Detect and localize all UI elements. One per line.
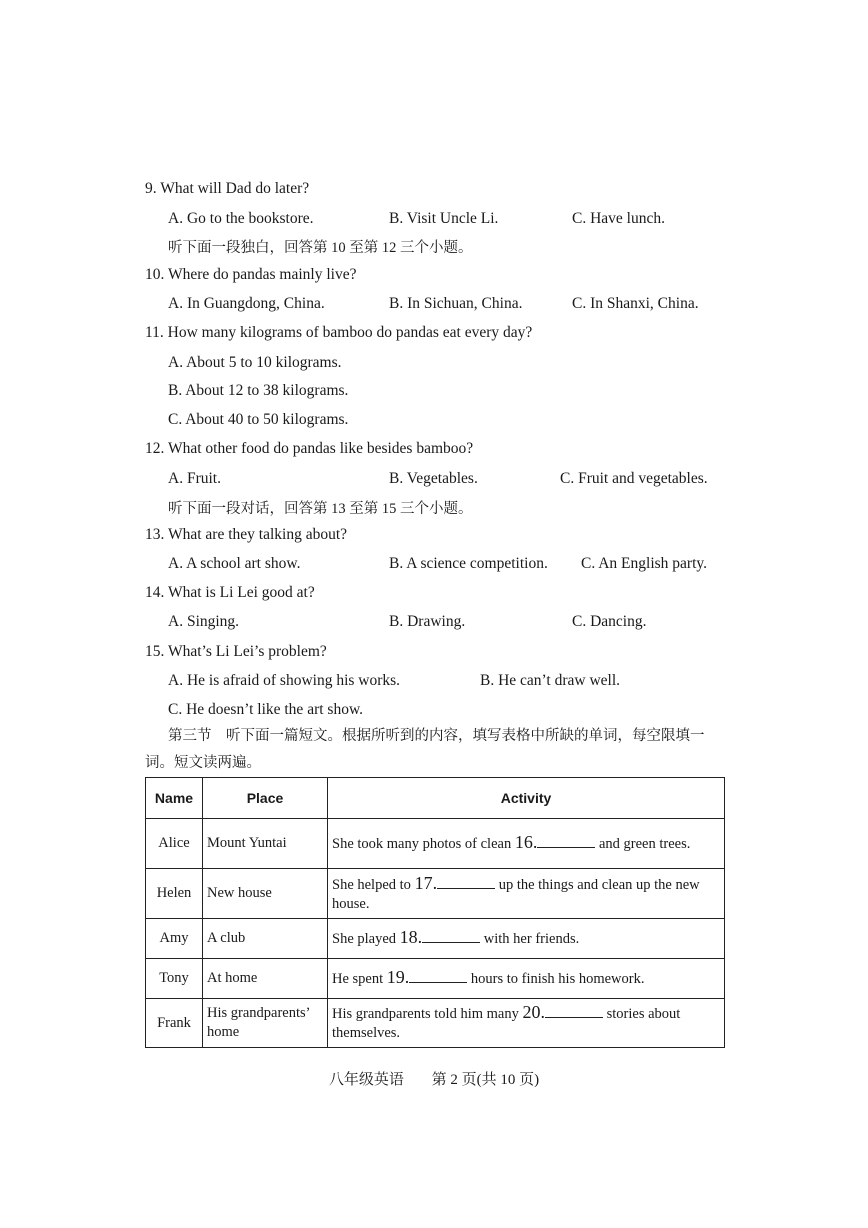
cell-name: Helen bbox=[146, 869, 203, 919]
cell-name: Tony bbox=[146, 959, 203, 999]
table-row bbox=[146, 919, 725, 959]
cell-place: His grandparents’ home bbox=[203, 999, 328, 1048]
footer-subject: 八年级英语 bbox=[328, 1072, 404, 1088]
table-header-row bbox=[146, 778, 725, 819]
option-b: B. About 12 to 38 kilograms. bbox=[168, 382, 349, 399]
activity-text: He spent bbox=[332, 971, 387, 987]
blank-number: 19. bbox=[386, 967, 410, 987]
cell-place: Mount Yuntai bbox=[203, 819, 328, 869]
answer-blank[interactable] bbox=[537, 833, 595, 848]
table-row bbox=[146, 999, 725, 1048]
header-place: Place bbox=[203, 778, 328, 819]
option-a: A. A school art show. bbox=[168, 555, 301, 572]
options-14 bbox=[168, 613, 768, 635]
instruction-dialogue: 听下面一段对话，回答第 13 至第 15 三个小题。 bbox=[168, 501, 473, 517]
option-c: C. Dancing. bbox=[572, 613, 647, 630]
instruction-monologue: 听下面一段独白，回答第 10 至第 12 三个小题。 bbox=[168, 240, 473, 256]
options-9 bbox=[168, 210, 768, 232]
option-b: B. In Sichuan, China. bbox=[389, 295, 523, 312]
activity-text: up the things and clean up the new house. bbox=[332, 876, 700, 912]
cell-activity bbox=[328, 919, 725, 959]
activity-text: She took many photos of clean bbox=[332, 836, 515, 852]
option-a: A. About 5 to 10 kilograms. bbox=[168, 354, 342, 371]
option-c: C. In Shanxi, China. bbox=[572, 295, 699, 312]
answer-blank[interactable] bbox=[409, 968, 467, 983]
option-a: A. He is afraid of showing his works. bbox=[168, 672, 401, 689]
answer-blank[interactable] bbox=[422, 928, 480, 943]
option-b: B. A science competition. bbox=[389, 555, 548, 572]
option-a: A. In Guangdong, China. bbox=[168, 295, 325, 312]
cell-activity bbox=[328, 819, 725, 869]
activity-text: with her friends. bbox=[480, 931, 580, 947]
question-15: 15. What’s Li Lei’s problem? bbox=[145, 643, 327, 660]
cell-name: Amy bbox=[146, 919, 203, 959]
blank-number: 18. bbox=[399, 927, 423, 947]
question-12: 12. What other food do pandas like besides bamboo? bbox=[145, 440, 474, 457]
fill-in-table bbox=[145, 777, 725, 1048]
table-row bbox=[146, 819, 725, 869]
cell-name: Frank bbox=[146, 999, 203, 1048]
option-b: B. He can’t draw well. bbox=[480, 672, 621, 689]
option-a: A. Fruit. bbox=[168, 470, 221, 487]
option-c: C. He doesn’t like the art show. bbox=[168, 701, 364, 718]
activity-text: She helped to bbox=[332, 876, 415, 893]
cell-place: A club bbox=[203, 919, 328, 959]
options-10 bbox=[168, 295, 768, 317]
blank-number: 17. bbox=[414, 872, 438, 893]
header-name: Name bbox=[146, 778, 203, 819]
cell-place: New house bbox=[203, 869, 328, 919]
table-row bbox=[146, 869, 725, 919]
activity-text: His grandparents told him many bbox=[332, 1006, 523, 1022]
option-c: C. An English party. bbox=[581, 555, 708, 572]
option-b: B. Vegetables. bbox=[389, 470, 478, 487]
cell-activity bbox=[328, 869, 725, 919]
question-13: 13. What are they talking about? bbox=[145, 526, 348, 543]
section-3-instructions: 第三节 听下面一篇短文。根据所听到的内容，填写表格中所缺的单词，每空限填一词。短文读两遍。 bbox=[145, 728, 705, 771]
page-footer bbox=[0, 1068, 868, 1089]
blank-number: 16. bbox=[514, 832, 538, 852]
header-activity: Activity bbox=[328, 778, 725, 819]
table-row bbox=[146, 959, 725, 999]
activity-text: She played bbox=[332, 931, 400, 947]
question-10: 10. Where do pandas mainly live? bbox=[145, 266, 357, 283]
question-14: 14. What is Li Lei good at? bbox=[145, 584, 315, 601]
footer-page-number: 第 2 页(共 10 页) bbox=[431, 1072, 540, 1088]
options-13 bbox=[168, 555, 768, 577]
blank-number: 20. bbox=[522, 1002, 545, 1022]
option-b: B. Drawing. bbox=[389, 613, 466, 630]
option-a: A. Go to the bookstore. bbox=[168, 210, 314, 227]
option-a: A. Singing. bbox=[168, 613, 240, 630]
options-15 bbox=[168, 672, 768, 694]
options-12 bbox=[168, 470, 768, 492]
cell-activity bbox=[328, 999, 725, 1048]
option-c: C. About 40 to 50 kilograms. bbox=[168, 411, 349, 428]
option-b: B. Visit Uncle Li. bbox=[389, 210, 499, 227]
question-9: 9. What will Dad do later? bbox=[145, 180, 310, 197]
question-11: 11. How many kilograms of bamboo do pandas eat every day? bbox=[145, 324, 533, 341]
cell-place: At home bbox=[203, 959, 328, 999]
option-c: C. Have lunch. bbox=[572, 210, 665, 227]
cell-activity bbox=[328, 959, 725, 999]
activity-text: stories about themselves. bbox=[332, 1006, 681, 1041]
option-c: C. Fruit and vegetables. bbox=[560, 470, 708, 487]
cell-name: Alice bbox=[146, 819, 203, 869]
answer-blank[interactable] bbox=[545, 1003, 603, 1018]
activity-text: hours to finish his homework. bbox=[467, 971, 645, 987]
answer-blank[interactable] bbox=[437, 874, 495, 889]
activity-text: and green trees. bbox=[595, 836, 691, 852]
